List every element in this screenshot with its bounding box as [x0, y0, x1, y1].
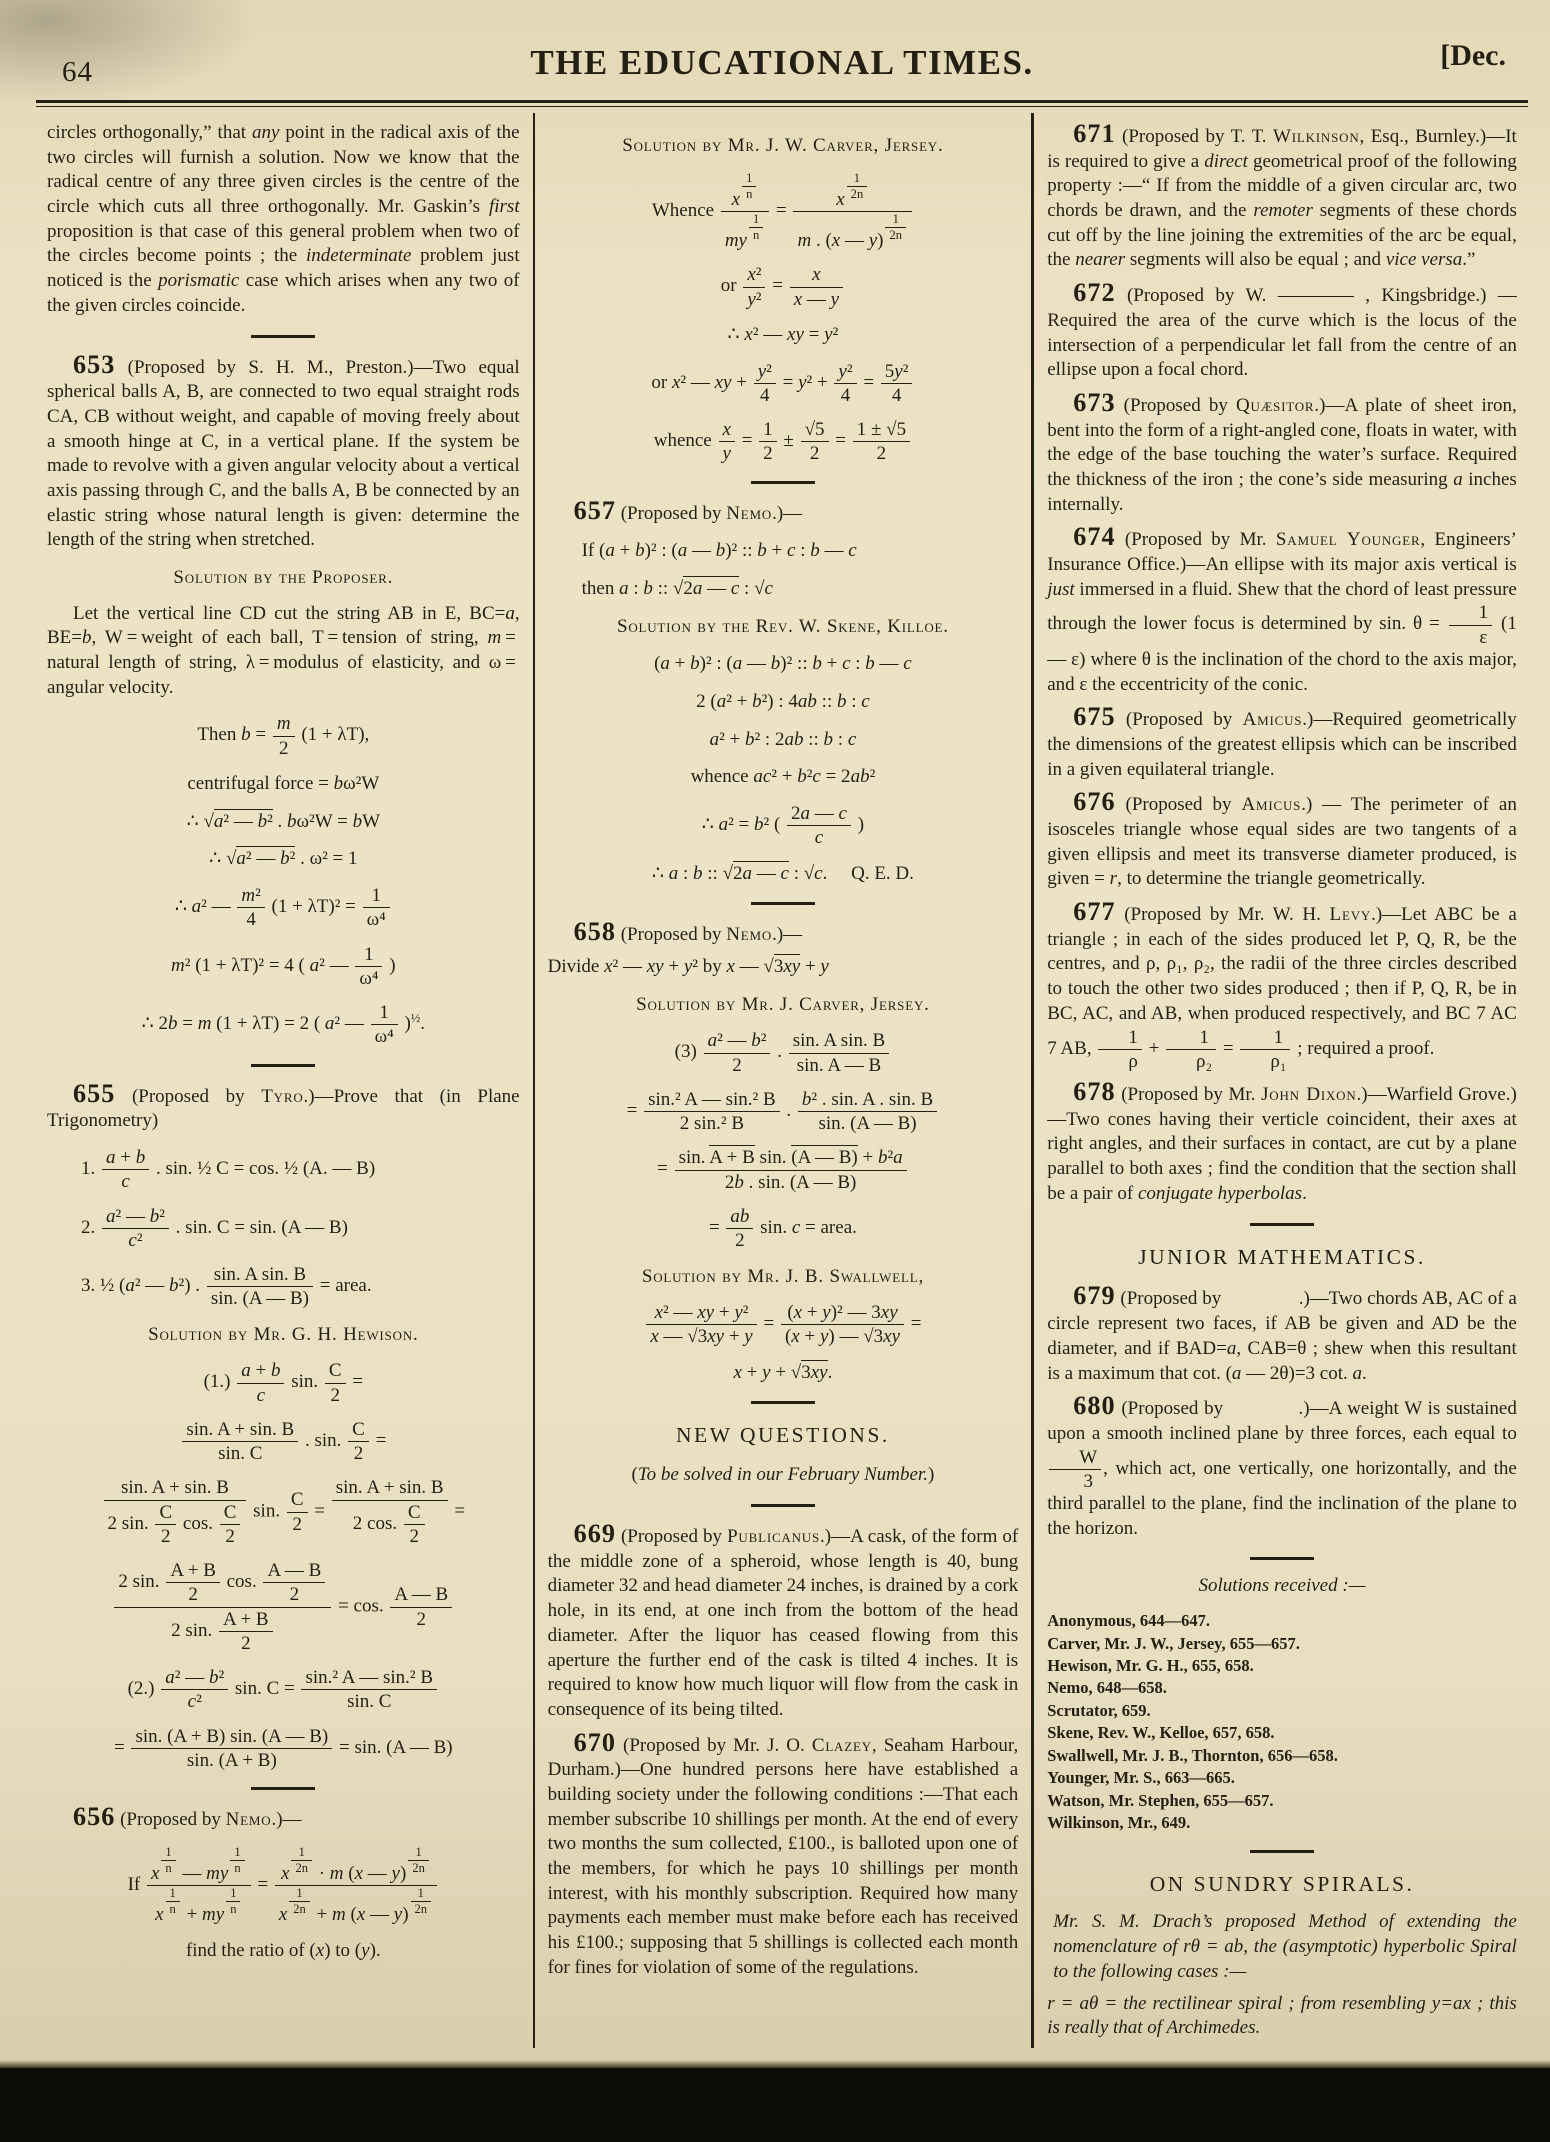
equation: 1. $\frac{a + b}{c}$ . sin. ½ C = cos. ½ (A. — B) — [81, 1147, 376, 1193]
solutions-received-item: Swallwell, Mr. J. B., Thornton, 656—658. — [1047, 1745, 1338, 1765]
divider-rule — [751, 902, 815, 905]
column-2 — [533, 113, 1032, 2048]
equation: ∴ 2b = m (1 + λT) = 2 ( a² — $\frac{1}{\text{ω⁴}}$ )$^{\frac{1}{2}}$. — [141, 1002, 425, 1048]
journal-title: THE EDUCATIONAL TIMES. — [530, 43, 1034, 82]
equation: Whence x $^{\frac{1}{n}}$ my $^{\frac{1}{n}}$ = x $^{\frac{1}{2n}}$ m . (x — y) $^{\frac{1}{2n}}$ — [548, 172, 1019, 252]
paragraph: 673 (Proposed by Quæsitor.)—A plate of sheet iron, bent into the form of a right-angled cone, floats in water, with the edge of the base touching the water’s surface. Required the thickness of the iron ; the cone’s side measuring a inches internally. — [1047, 387, 1517, 515]
paragraph: 671 (Proposed by T. T. Wilkinson, Esq., Burnley.)—It is required to give a direct geometrical proof of the following property :—“ If from the middle of a given circular arc, two chords be drawn, and the remoter segments of these chords cut off by the line joining the extremities of the arc be equal, the nearer segments will also be equal ; and vice versa.” — [1047, 119, 1517, 271]
paragraph: 669 (Proposed by Publicanus.)—A cask, of the form of the middle zone of a spheroid, whose length is 40, bung diameter 32 and head diameter 24 inches, is drained by a cork hole, in its end, at one inch from the bottom of the head diameter. After the liquor has ceased flowing from this aperture the further end of the cask is tilted 4 inches. It is required to know how much liquor will flow from the cask in consequence of its being tilted. — [547, 1519, 1019, 1720]
issue-date: [Dec. — [1440, 39, 1506, 72]
paragraph: Divide x² — xy + y² by x — √3xy + y — [547, 956, 829, 978]
equation: or $\frac{\text{x²}}{\text{y²}}$ = $\frac{x}{x — y}$ — [548, 264, 1019, 310]
italic-paragraph: r = aθ = the rectilinear spiral ; from resembling y=ax ; this is really that of Archimedes. — [1047, 1992, 1517, 2039]
section-heading: ON SUNDRY SPIRALS. — [1149, 1871, 1415, 1896]
equation: whence $\frac{x}{y}$ = $\frac{1}{2}$ ± $\frac{√5}{2}$ = $\frac{1 \pm √5}{2}$ — [548, 419, 1019, 465]
paragraph: 680 (Proposed by .)—A weight W is sustained upon a smooth inclined plane by three forces, each equal to $\frac{W}{3}$ , which act, one vertically, one horizontally, and the third parallel to the plane, find the inclination of the plane to the horizon. — [1047, 1391, 1517, 1539]
equation: or x² — xy + $\frac{\text{y²}}{4}$ = y² + $\frac{\text{y²}}{4}$ = $\frac{\text{5y²}}{4}$ — [548, 361, 1019, 407]
equation: 2. $\frac{\text{a² — b²}}{\text{c²}}$ . sin. C = sin. (A — B) — [81, 1205, 348, 1251]
equation: (2.) $\frac{\text{a² — b²}}{\text{c²}}$ sin. C = $\frac{\text{sin.² A — sin.² B}}{\sin. C}$ — [47, 1667, 520, 1713]
scan-bottom-edge — [0, 2068, 1550, 2142]
divider-rule — [751, 481, 815, 484]
equation: $\frac{\text{x² — xy + y²}}{x — √3xy + y}$ = $\frac{\text{(x + y)² — 3xy}}{(x + y) — √3xy}$ = — [548, 1302, 1019, 1348]
section-subheading: Solution by the Rev. W. Skene, Killoe. — [616, 615, 949, 637]
paragraph: 656 (Proposed by Nemo.)— — [73, 1802, 302, 1832]
divider-rule — [751, 1504, 815, 1507]
solutions-received-item: Hewison, Mr. G. H., 655, 658. — [1047, 1656, 1254, 1676]
equation: 3. ½ (a² — b²) . $\frac{\text{sin. A sin. B}}{\sin. (A — B)}$ = area. — [81, 1264, 372, 1310]
column-1 — [34, 113, 533, 2048]
paragraph: 677 (Proposed by Mr. W. H. Levy.)—Let ABC be a triangle ; in each of the sides produced let P, Q, R, be the centres, and ρ, ρ₁, ρ₂, the radii of the three circles described to touch the other two sides produced ; then if P, Q, R, be in BC, AC, and AB, when produced respectively, and BC 7 AC 7 AB, $\frac{1}{\rho}$ + $\frac{1}{\text{ρ₂}}$ = $\frac{1}{\text{ρ₁}}$ ; required a proof. — [1047, 897, 1517, 1072]
paragraph: 657 (Proposed by Nemo.)— — [573, 495, 803, 525]
equation: ∴ x² — xy = y² — [727, 323, 839, 345]
equation: = $\frac{\text{sin. A + B sin. (A — B) + b²a}}{2b . \sin. (A — B)}$ — [548, 1147, 1019, 1193]
paragraph: 653 (Proposed by S. H. M., Preston.)—Two equal spherical balls A, B, are connected to two equal straight rods CA, CB without weight, and capable of moving freely about a smooth hinge at C, in a vertical plane. If the system be made to revolve with a given angular velocity about a vertical axis passing through C, and the balls A, B be connected by an elastic string whose natural length is given: determine the length of the string when stretched. — [47, 349, 520, 551]
section-subheading: Solution by Mr. G. H. Hewison. — [148, 1323, 419, 1345]
equation: $\frac{\sin. A + \sin. B}{\sin. C}$ . sin. $\frac{C}{2}$ = — [47, 1419, 520, 1465]
equation: centrifugal force = bω²W — [187, 772, 380, 794]
equation: ∴ a² — $\frac{\text{m²}}{4}$ (1 + λT)² = $\frac{1}{\text{ω⁴}}$ — [47, 885, 520, 931]
equation: = $\frac{ab}{2}$ sin. c = area. — [708, 1206, 857, 1252]
equation: If x $^{\frac{1}{n}}$ — my $^{\frac{1}{n}}$ x $^{\frac{1}{n}}$ + my $^{\frac{1}{n}}$ = x $^{\frac{1}{2n}}$ · m (x — y) $^{\frac{1}{2n}}$ x $^{\frac{1}{2n}}$ + m (x — y) $^{\frac{1}{2n}}$ — [47, 1846, 520, 1926]
equation: a² + b² : 2ab :: b : c — [709, 728, 857, 750]
equation: (3) $\frac{\text{a² — b²}}{2}$ . $\frac{\text{sin. A sin. B}}{\sin. A — B}$ — [548, 1030, 1019, 1076]
equation: sin. A + sin. B 2 sin. $\frac{C}{2}$ cos. $\frac{C}{2}$ sin. $\frac{C}{2}$ = sin. A + sin. B 2 cos. $\frac{C}{2}$ = — [47, 1477, 520, 1547]
header-double-rule — [36, 100, 1528, 107]
equation: x + y + √3xy. — [733, 1361, 833, 1383]
paragraph: 675 (Proposed by Amicus.)—Required geometrically the dimensions of the greatest ellipsis which can be inscribed in a given equilateral triangle. — [1047, 702, 1517, 780]
divider-rule — [251, 335, 315, 338]
paragraph: circles orthogonally,” that any point in the radical axis of the two circles will furnish a solution. Now we know that the radical centre of any three given circles is the centre of the circle which cuts all three orthogonally. Mr. Gaskin’s first proposition is that case of this general problem when two of the circles become points ; the indeterminate problem just noticed is the porismatic case which arises when any two of the given circles coincide. — [47, 122, 520, 316]
equation: then a : b :: √2a — c : √c — [581, 578, 773, 599]
paragraph: 679 (Proposed by .)—Two chords AB, AC of a circle represent two faces, if AB be given and AD be the diameter, and if BAD=a, CAB=θ ; shew when this resultant is a maximum that cot. (a — 2θ)=3 cot. a. — [1047, 1281, 1517, 1384]
solutions-received-item: Wilkinson, Mr., 649. — [1047, 1813, 1191, 1833]
paragraph: Let the vertical line CD cut the string AB in E, BC=a, BE=b, W = weight of each ball, T = tension of string, m = natural length of string, λ = modulus of elasticity, and ω = angular velocity. — [47, 602, 520, 698]
equation: If (a + b)² : (a — b)² :: b + c : b — c — [581, 540, 857, 562]
section-subheading: (To be solved in our February Number.) — [631, 1464, 935, 1486]
equation: 2 sin. $\frac{A + B}{2}$ cos. $\frac{A — B}{2}$ 2 sin. $\frac{A + B}{2}$ = cos. $\frac{A — B}{2}$ — [47, 1560, 520, 1654]
paragraph: 672 (Proposed by W. ———— , Kingsbridge.) —Required the area of the curve which is the locus of the intersection of a perpendicular let fall from the centre of an ellipse upon a focal chord. — [1047, 278, 1517, 381]
equation: Then b = $\frac{m}{2}$ (1 + λT), — [197, 713, 370, 759]
paragraph: 674 (Proposed by Mr. Samuel Younger, Engineers’ Insurance Office.)—An ellipse with its major axis vertical is just immersed in a fluid. Shew that the chord of least pressure through the lower focus is determined by sin. θ = $\frac{1}{\varepsilon}$ (1 — ε) where θ is the inclination of the chord to the axis major, and ε the eccentricity of the conic. — [1047, 522, 1517, 695]
equation: ∴ a : b :: √2a — c : √c. Q. E. D. — [651, 862, 914, 884]
paragraph: 670 (Proposed by Mr. J. O. Clazey, Seaham Harbour, Durham.)—One hundred persons here have established a building society under the following conditions :—That each member subscribe 10 shillings per month. At the end of every two months the sum collected, £100., is balloted upon one of the members, for which he pays 10 shillings per month interest, with his monthly subscription. Required how many payments each member must make before each has received his £100.; supposing that 5 shillings is collected each month for fines for violation of some of the regulations. — [547, 1727, 1019, 1978]
columns-container — [34, 113, 1530, 2048]
column-3 — [1031, 113, 1530, 2048]
equation: = $\frac{\text{sin.² A — sin.² B}}{\text{2 sin.² B}}$ . $\frac{\text{b² . sin. A . sin. B}}{\sin. (A — B)}$ — [548, 1089, 1019, 1135]
section-subheading: Solution by the Proposer. — [173, 567, 394, 588]
paragraph: 658 (Proposed by Nemo.)— — [573, 917, 803, 947]
equation: = $\frac{\sin. (A + B) \sin. (A — B)}{\sin. (A + B)}$ = sin. (A — B) — [113, 1725, 453, 1771]
equation: (1.) $\frac{a + b}{c}$ sin. $\frac{C}{2}$ = — [203, 1360, 364, 1406]
solutions-received-item: Watson, Mr. Stephen, 655—657. — [1047, 1790, 1274, 1810]
solutions-received-item: Carver, Mr. J. W., Jersey, 655—657. — [1047, 1633, 1300, 1653]
solutions-received-item: Anonymous, 644—647. — [1047, 1611, 1210, 1631]
solutions-received-item: Scrutator, 659. — [1047, 1700, 1151, 1720]
divider-rule — [751, 1401, 815, 1404]
equation: find the ratio of (x) to (y). — [185, 1939, 381, 1961]
divider-rule — [1250, 1850, 1314, 1853]
solutions-received-item: Younger, Mr. S., 663—665. — [1047, 1768, 1235, 1788]
section-subheading: Solutions received :— — [1198, 1575, 1366, 1597]
equation: whence ac² + b²c = 2ab² — [690, 766, 876, 788]
section-subheading: Solution by Mr. J. W. Carver, Jersey. — [622, 135, 944, 156]
section-heading: NEW QUESTIONS. — [676, 1423, 890, 1448]
paragraph: 655 (Proposed by Tyro.)—Prove that (in Plane Trigonometry) — [47, 1078, 520, 1132]
solutions-received-item: Skene, Rev. W., Kelloe, 657, 658. — [1047, 1723, 1275, 1743]
section-subheading: Solution by Mr. J. B. Swallwell, — [641, 1265, 924, 1287]
equation: ∴ √a² — b² . ω² = 1 — [209, 848, 358, 870]
divider-rule — [1250, 1557, 1314, 1560]
section-heading: JUNIOR MATHEMATICS. — [1138, 1244, 1426, 1269]
paragraph: 678 (Proposed by Mr. John Dixon.)—Warfield Grove.)—Two cones having their verticle coincident, their axes at right angles, and their surfaces in contact, are cut by a plane parallel to both axes ; find the condition that the section shall be a pair of conjugate hyperbolas. — [1047, 1077, 1517, 1204]
divider-rule — [251, 1787, 315, 1790]
equation: 2 (a² + b²) : 4ab :: b : c — [696, 691, 870, 713]
page-number: 64 — [62, 56, 93, 88]
page-header — [34, 26, 1530, 100]
paragraph: 676 (Proposed by Amicus.) — The perimeter of an isosceles triangle whose equal sides are two tangents of a given ellipsis and meet its transverse diameter produced, is given = r, to determine the triangle geometrically. — [1047, 787, 1517, 890]
divider-rule — [1250, 1223, 1314, 1226]
italic-paragraph: Mr. S. M. Drach’s proposed Method of extending the nomenclature of rθ = ab, the (asymptotic) hyperbolic Spiral to the following cases :— — [1053, 1911, 1517, 1982]
solutions-received-item: Nemo, 648—658. — [1047, 1678, 1167, 1698]
section-subheading: Solution by Mr. J. Carver, Jersey. — [636, 993, 930, 1015]
divider-rule — [251, 1064, 315, 1067]
equation: (a + b)² : (a — b)² :: b + c : b — c — [654, 653, 912, 675]
equation: ∴ √a² — b² . bω²W = bW — [186, 810, 380, 832]
equation: m² (1 + λT)² = 4 ( a² — $\frac{1}{\text{ω⁴}}$ ) — [171, 943, 396, 989]
equation: ∴ a² = b² ( $\frac{2a — c}{c}$ ) — [701, 803, 865, 849]
